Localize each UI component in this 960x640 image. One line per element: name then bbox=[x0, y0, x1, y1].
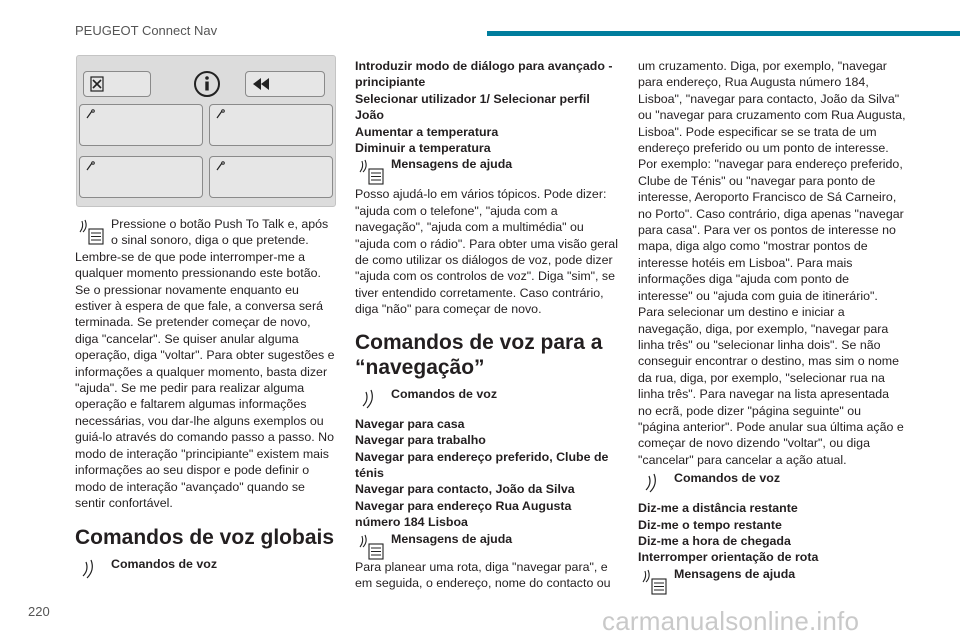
command-line: Aumentar a temperatura bbox=[355, 124, 499, 139]
voice-button-illustration-1 bbox=[79, 104, 203, 146]
section-heading: Comandos de voz para a “navegação” bbox=[355, 330, 603, 379]
paragraph: Para planear uma rota, diga "navegar para", e em seguida, o endereço, nome do contacto ou bbox=[355, 559, 611, 590]
mute-button-illustration bbox=[83, 71, 151, 97]
rewind-icon bbox=[252, 77, 270, 91]
command-line: Diz-me a distância restante bbox=[638, 501, 798, 516]
command-line: Diz-me a hora de chegada bbox=[638, 533, 791, 548]
note-text: Pressione o botão Push To Talk e, após o sinal sonoro, diga o que pretende. bbox=[111, 217, 329, 248]
voice-help-icon bbox=[357, 533, 385, 561]
voice-help-icon bbox=[77, 218, 105, 246]
voice-icon bbox=[215, 109, 225, 119]
push-to-talk-note bbox=[75, 216, 337, 249]
command-line: Diminuir a temperatura bbox=[355, 141, 491, 156]
voice-commands-label: Comandos de voz bbox=[638, 470, 906, 490]
voice-button-illustration-4 bbox=[209, 156, 333, 198]
voice-help-icon bbox=[357, 158, 385, 186]
voice-button-illustration-2 bbox=[209, 104, 333, 146]
command-line: Interromper orientação de rota bbox=[638, 550, 819, 565]
voice-icon bbox=[81, 558, 101, 580]
command-line: Introduzir modo de diálogo para avançado - principiante bbox=[355, 59, 613, 90]
running-header: PEUGEOT Connect Nav bbox=[75, 23, 218, 38]
command-line: Navegar para contacto, João da Silva bbox=[355, 482, 575, 497]
command-line: Navegar para trabalho bbox=[355, 433, 486, 448]
section-heading: Comandos de voz globais bbox=[75, 526, 335, 550]
info-icon bbox=[193, 70, 221, 98]
help-messages-label: Mensagens de ajuda bbox=[638, 566, 906, 586]
help-messages-label: Mensagens de ajuda bbox=[355, 156, 620, 176]
paragraph: um cruzamento. Diga, por exemplo, "navegar para endereço, Rua Augusta número 184, Lisboa", "navegar para contacto, João da Silva" ou "navegar para cruzamento com Rua Augusta, Lisboa". Pode especificar se se trata de um endereço preferido ou um ponto de interesse. Por exemplo: "navegar para endereço preferido, Clube de Ténis" ou "navegar para ponto de interesse, Aeroporto Francisco de Sá Carneiro, no Porto". Caso contrário, diga apenas "navegar para casa". Para ver os pontos de interesse no mapa, diga algo como "mostrar pontos de interesse hotéis em Lisboa". Para mais informações diga "ajuda com ponto de interesse" ou "ajuda com guia de itinerário". Para selecionar um destino e iniciar a navegação, diga, por exemplo, "navegar para linha três" ou "selecionar linha dois". Se não conseguir encontrar o destino, mas sim o nome da rua, diga, por exemplo, "selecionar rua na linha três". Para navegar na lista apresentada no ecrã, pode dizer "página seguinte" ou "página anterior". Pode anular sua última ação e começar de novo dizendo "voltar", ou diga "cancelar" para cancelar a ação atual. bbox=[638, 59, 906, 467]
voice-icon bbox=[85, 161, 95, 171]
command-line: Diz-me o tempo restante bbox=[638, 517, 782, 532]
voice-icon bbox=[361, 388, 381, 410]
command-line: Navegar para casa bbox=[355, 416, 465, 431]
mute-icon bbox=[90, 76, 104, 92]
voice-button-illustration-3 bbox=[79, 156, 203, 198]
header-accent-bar bbox=[487, 31, 960, 36]
voice-icon bbox=[215, 161, 225, 171]
page-number: 220 bbox=[28, 604, 50, 619]
voice-icon bbox=[85, 109, 95, 119]
command-line: Navegar para endereço preferido, Clube de ténis bbox=[355, 449, 609, 480]
column-3 bbox=[638, 58, 906, 586]
command-line: Navegar para endereço Rua Augusta número 184 Lisboa bbox=[355, 498, 572, 530]
paragraph: Lembre-se de que pode interromper-me a qualquer momento pressionando este botão. Se o pressionar novamente enquanto eu estiver à espera de que fale, a conversa será terminada. Se pretender começar de novo, diga "cancelar". Se quiser anular alguma operação, diga "voltar". Para obter sugestões e informações a qualquer momento, basta dizer "ajuda". Se me pedir para realizar alguma operação e faltarem algumas informações necessárias, vou dar-lhe alguns exemplos ou guiá-lo através do comando passo a passo. No modo de interação "principiante" existem mais informações ao seu dispor e pode definir o modo de interação "avançado" quando se sentir confortável. bbox=[75, 249, 335, 510]
voice-help-icon bbox=[640, 568, 668, 596]
paragraph: Posso ajudá-lo em vários tópicos. Pode dizer: "ajuda com o telefone", "ajuda com a navegação", "ajuda com a multimédia" ou "ajuda com o rádio". Para obter uma visão geral de como utilizar os diálogos de voz, pode dizer "ajuda com os controlos de voz". Diga "sim", se tiver entendido corretamente. Caso contrário, diga "não" para começar de novo. bbox=[355, 187, 618, 317]
column-2 bbox=[355, 58, 620, 591]
voice-commands-label: Comandos de voz bbox=[75, 556, 337, 576]
steering-controls-illustration bbox=[76, 55, 336, 207]
help-messages-label: Mensagens de ajuda bbox=[355, 531, 620, 551]
command-line: Selecionar utilizador 1/ Selecionar perfil João bbox=[355, 91, 590, 123]
voice-commands-label: Comandos de voz bbox=[355, 386, 620, 406]
voice-icon bbox=[644, 472, 664, 494]
watermark: carmanualsonline.info bbox=[602, 606, 860, 636]
column-1 bbox=[75, 216, 337, 576]
previous-button-illustration bbox=[245, 71, 325, 97]
